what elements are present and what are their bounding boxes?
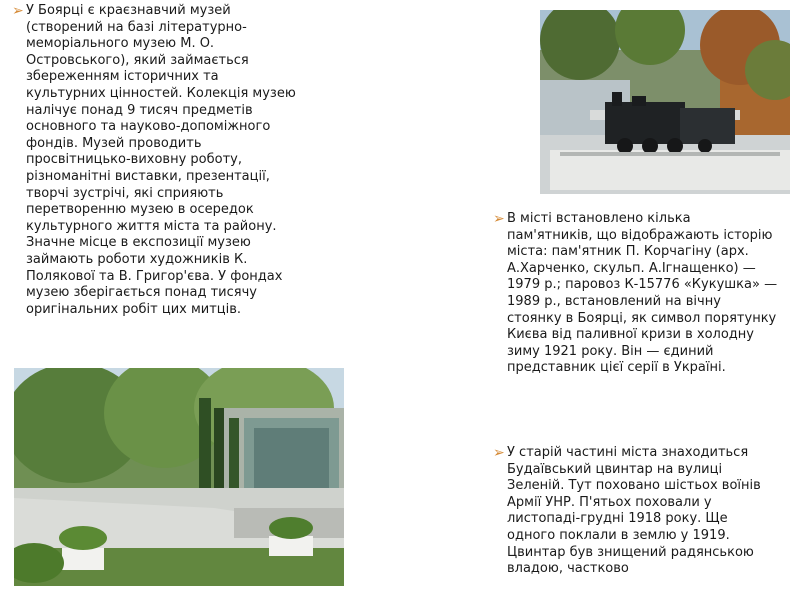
arrow-bullet-icon: ➢ <box>493 211 505 227</box>
arrow-bullet-icon: ➢ <box>493 445 505 461</box>
right-text-block-2 <box>493 445 778 600</box>
right-text-block-1 <box>493 211 778 377</box>
museum-photo <box>14 368 344 586</box>
cemetery-paragraph: У старій частині міста знаходиться Будаївський цвинтар на вулиці Зеленій. Тут поховано шістьох воїнів Армії УНР. П'ятьох поховали у листопаді-грудні 1918 року. Ще одного поклали в землю у 1919. Цвинтар був знищений радянською владою, частково <box>507 445 761 577</box>
locomotive-photo <box>540 10 790 194</box>
left-text-block <box>12 3 298 369</box>
monuments-paragraph: В місті встановлено кілька пам'ятників, що відображають історію міста: пам'ятник П. Корчагіну (арх. А.Харченко, скульп. А.Ігнащенко) — 1979 р.; паровоз К-15776 «Кукушка» — 1989 р., встановлений на вічну стоянку в Боярці, як символ порятунку Києва від паливної кризи в холодну зиму 1921 року. Він — єдиний представник цієї серії в Україні. <box>507 211 778 376</box>
arrow-bullet-icon: ➢ <box>12 3 24 19</box>
museum-paragraph: У Боярці є краєзнавчий музей (створений на базі літературно-меморіального музею М. О. Островського), який займається збереженням історичних та культурних цінностей. Колекція музею налічує понад 9 тисяч предметів основного та науково-допоміжного фондів. Музей проводить просвітницько-виховну роботу, різноманітні виставки, презентації, творчі зустрічі, які сприяють перетворенню музею в осередок культурного життя міста та району. Значне місце в експозиції музею займають роботи художників К. Полякової та В. Григор'єва. У фондах музею зберігається понад тисячу оригінальних робіт цих митців. <box>26 3 296 317</box>
